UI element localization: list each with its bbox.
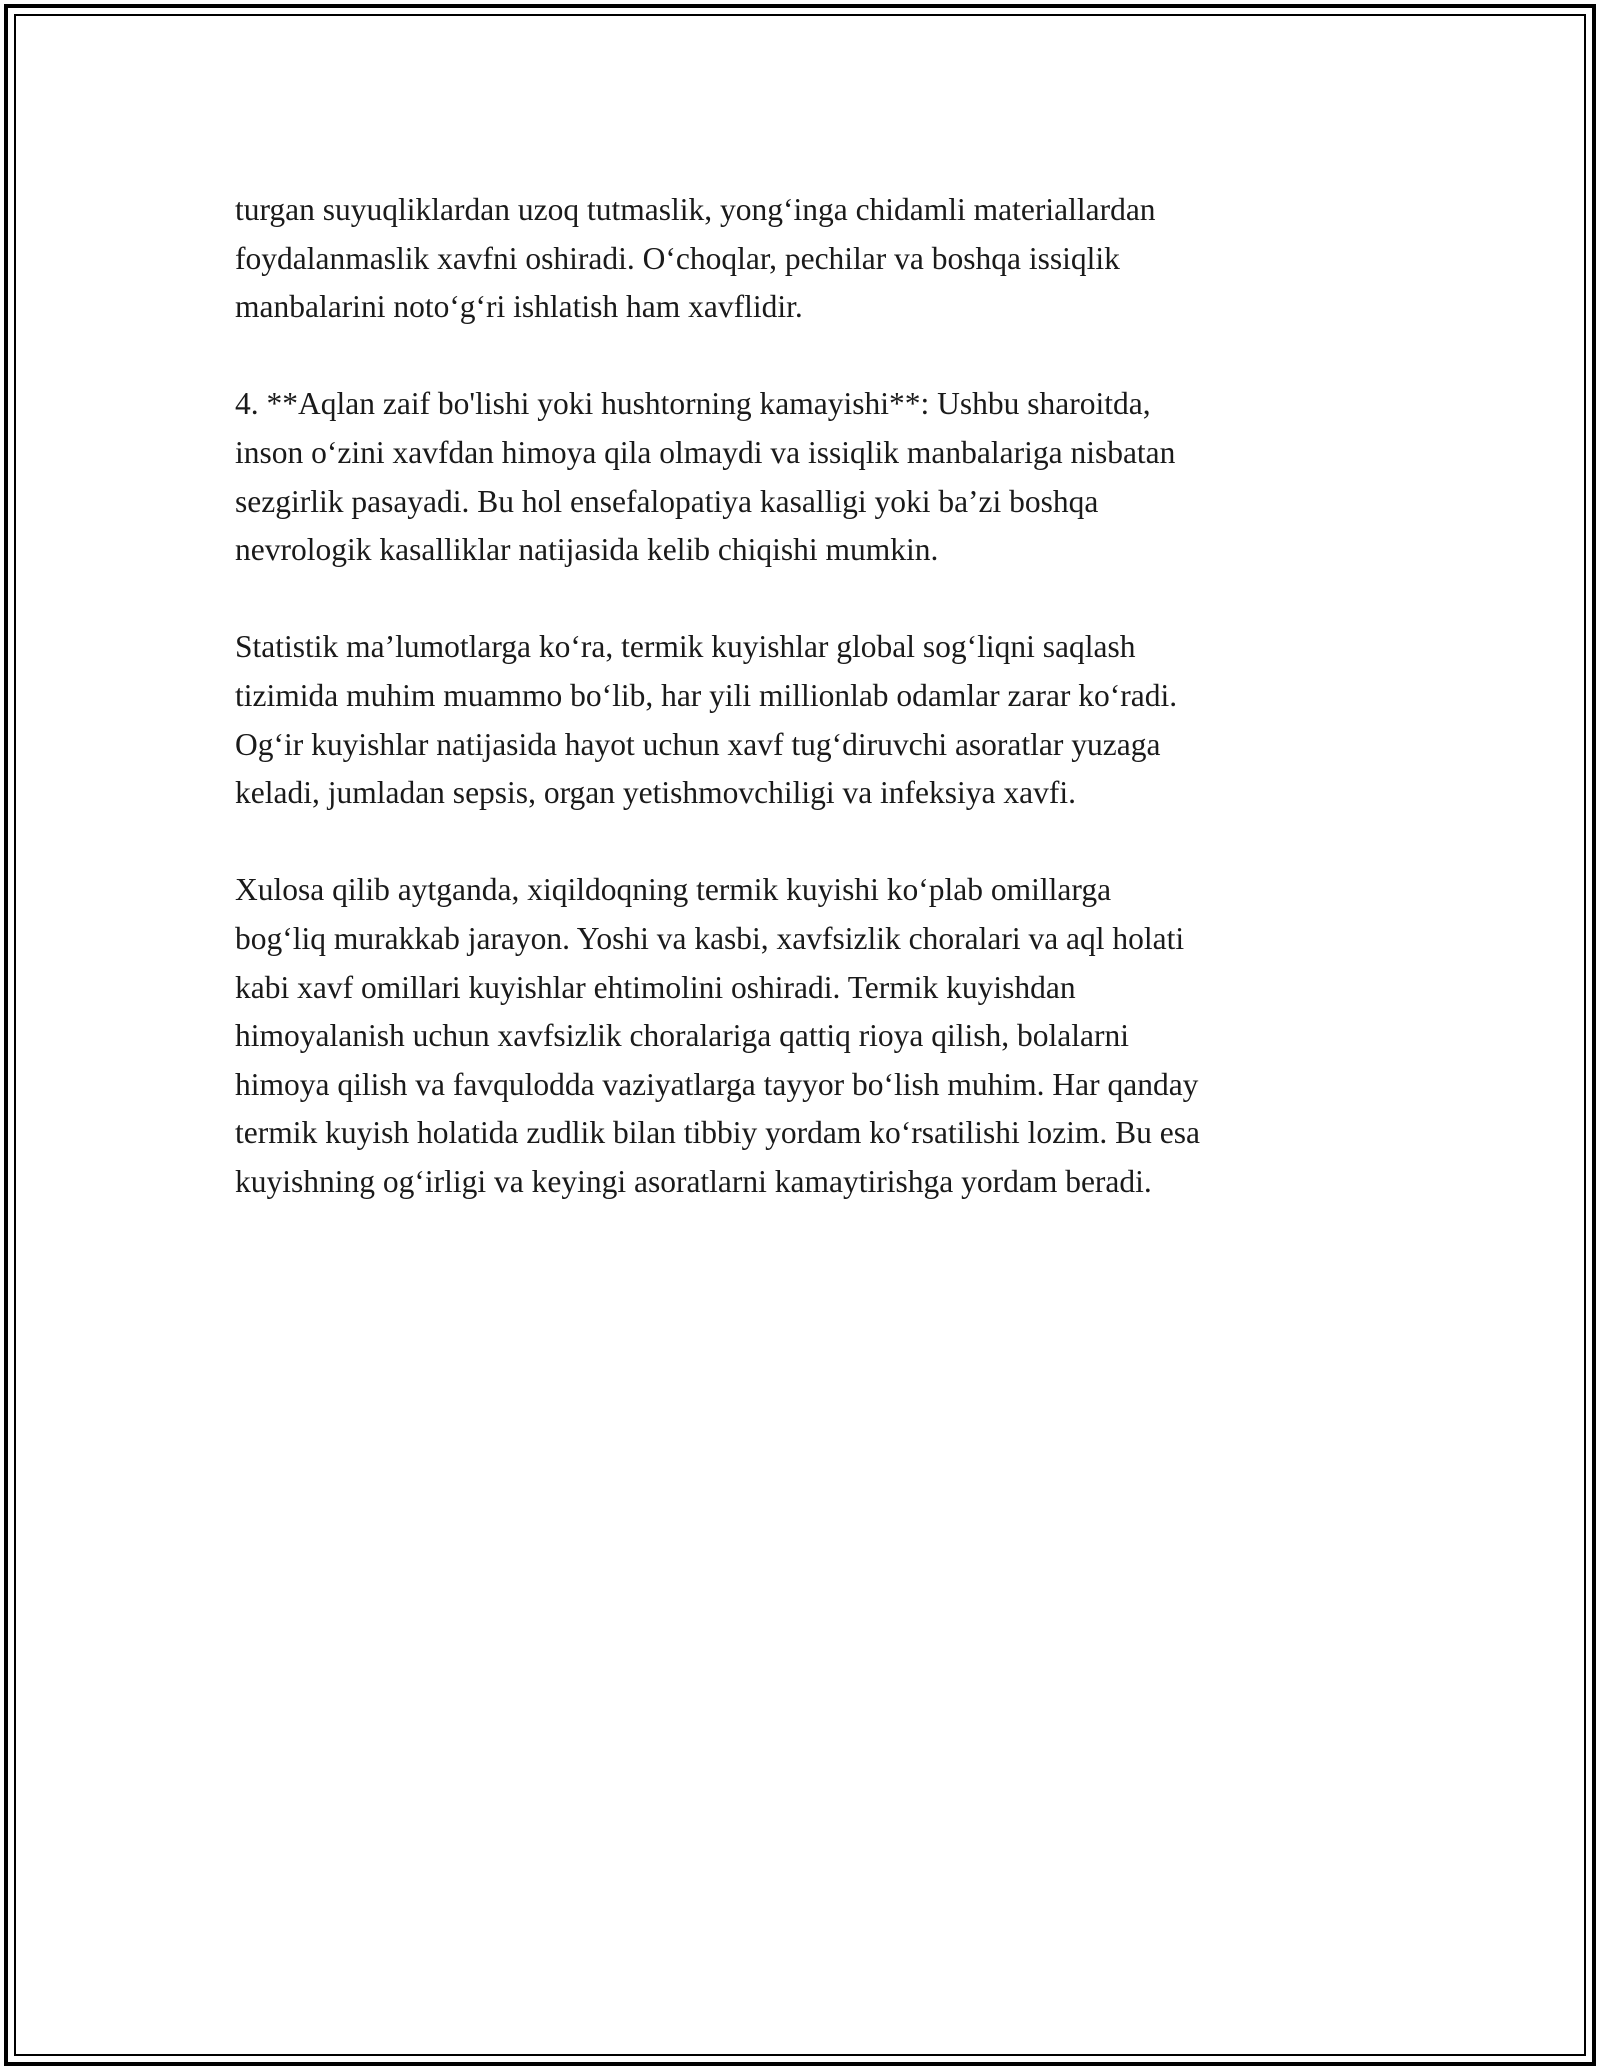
text-line: foydalanmaslik xavfni oshiradi. O‘choqlar, pechilar va boshqa issiqlik — [235, 240, 1120, 276]
text-line: turgan suyuqliklardan uzoq tutmaslik, yong‘inga chidamli materiallardan — [235, 192, 1156, 227]
text-line: Og‘ir kuyishlar natijasida hayot uchun xavf tug‘diruvchi asoratlar yuzaga — [235, 726, 1161, 762]
text-line: termik kuyish holatida zudlik bilan tibbiy yordam ko‘rsatilishi lozim. Bu esa — [235, 1115, 1200, 1151]
text-line: Xulosa qilib aytganda, xiqildoqning termik kuyishi ko‘plab omillarga — [235, 872, 1112, 908]
paragraph-fire-hazards — [235, 186, 1380, 332]
text-line: keladi, jumladan sepsis, organ yetishmovchiligi va infeksiya xavfi. — [235, 775, 1076, 811]
text-line: nevrologik kasalliklar natijasida kelib chiqishi mumkin. — [235, 532, 939, 568]
paragraph-mental-condition — [235, 380, 1380, 574]
text-line: kuyishning og‘irligi va keyingi asoratlarni kamaytirishga yordam beradi. — [235, 1163, 1152, 1199]
text-line: kabi xavf omillari kuyishlar ehtimolini oshiradi. Termik kuyishdan — [235, 969, 1076, 1005]
text-line: inson o‘zini xavfdan himoya qila olmaydi va issiqlik manbalariga nisbatan — [235, 434, 1176, 470]
text-line: 4. **Aqlan zaif bo'lishi yoki hushtorning kamayishi**: Ushbu sharoitda, — [235, 386, 1151, 422]
text-line: tizimida muhim muammo bo‘lib, har yili millionlab odamlar zarar ko‘radi. — [235, 677, 1178, 713]
paragraph-conclusion — [235, 866, 1380, 1206]
text-line: manbalarini noto‘g‘ri ishlatish ham xavflidir. — [235, 289, 803, 325]
text-line: sezgirlik pasayadi. Bu hol ensefalopatiya kasalligi yoki ba’zi boshqa — [235, 483, 1099, 519]
document-body — [235, 186, 1380, 1255]
text-line: himoya qilish va favqulodda vaziyatlarga tayyor bo‘lish muhim. Har qanday — [235, 1066, 1199, 1102]
paragraph-statistics — [235, 623, 1380, 817]
text-line: Statistik ma’lumotlarga ko‘ra, termik kuyishlar global sog‘liqni saqlash — [235, 629, 1136, 665]
text-line: bog‘liq murakkab jarayon. Yoshi va kasbi, xavfsizlik choralari va aql holati — [235, 920, 1185, 956]
text-line: himoyalanish uchun xavfsizlik choralariga qattiq rioya qilish, bolalarni — [235, 1018, 1130, 1054]
